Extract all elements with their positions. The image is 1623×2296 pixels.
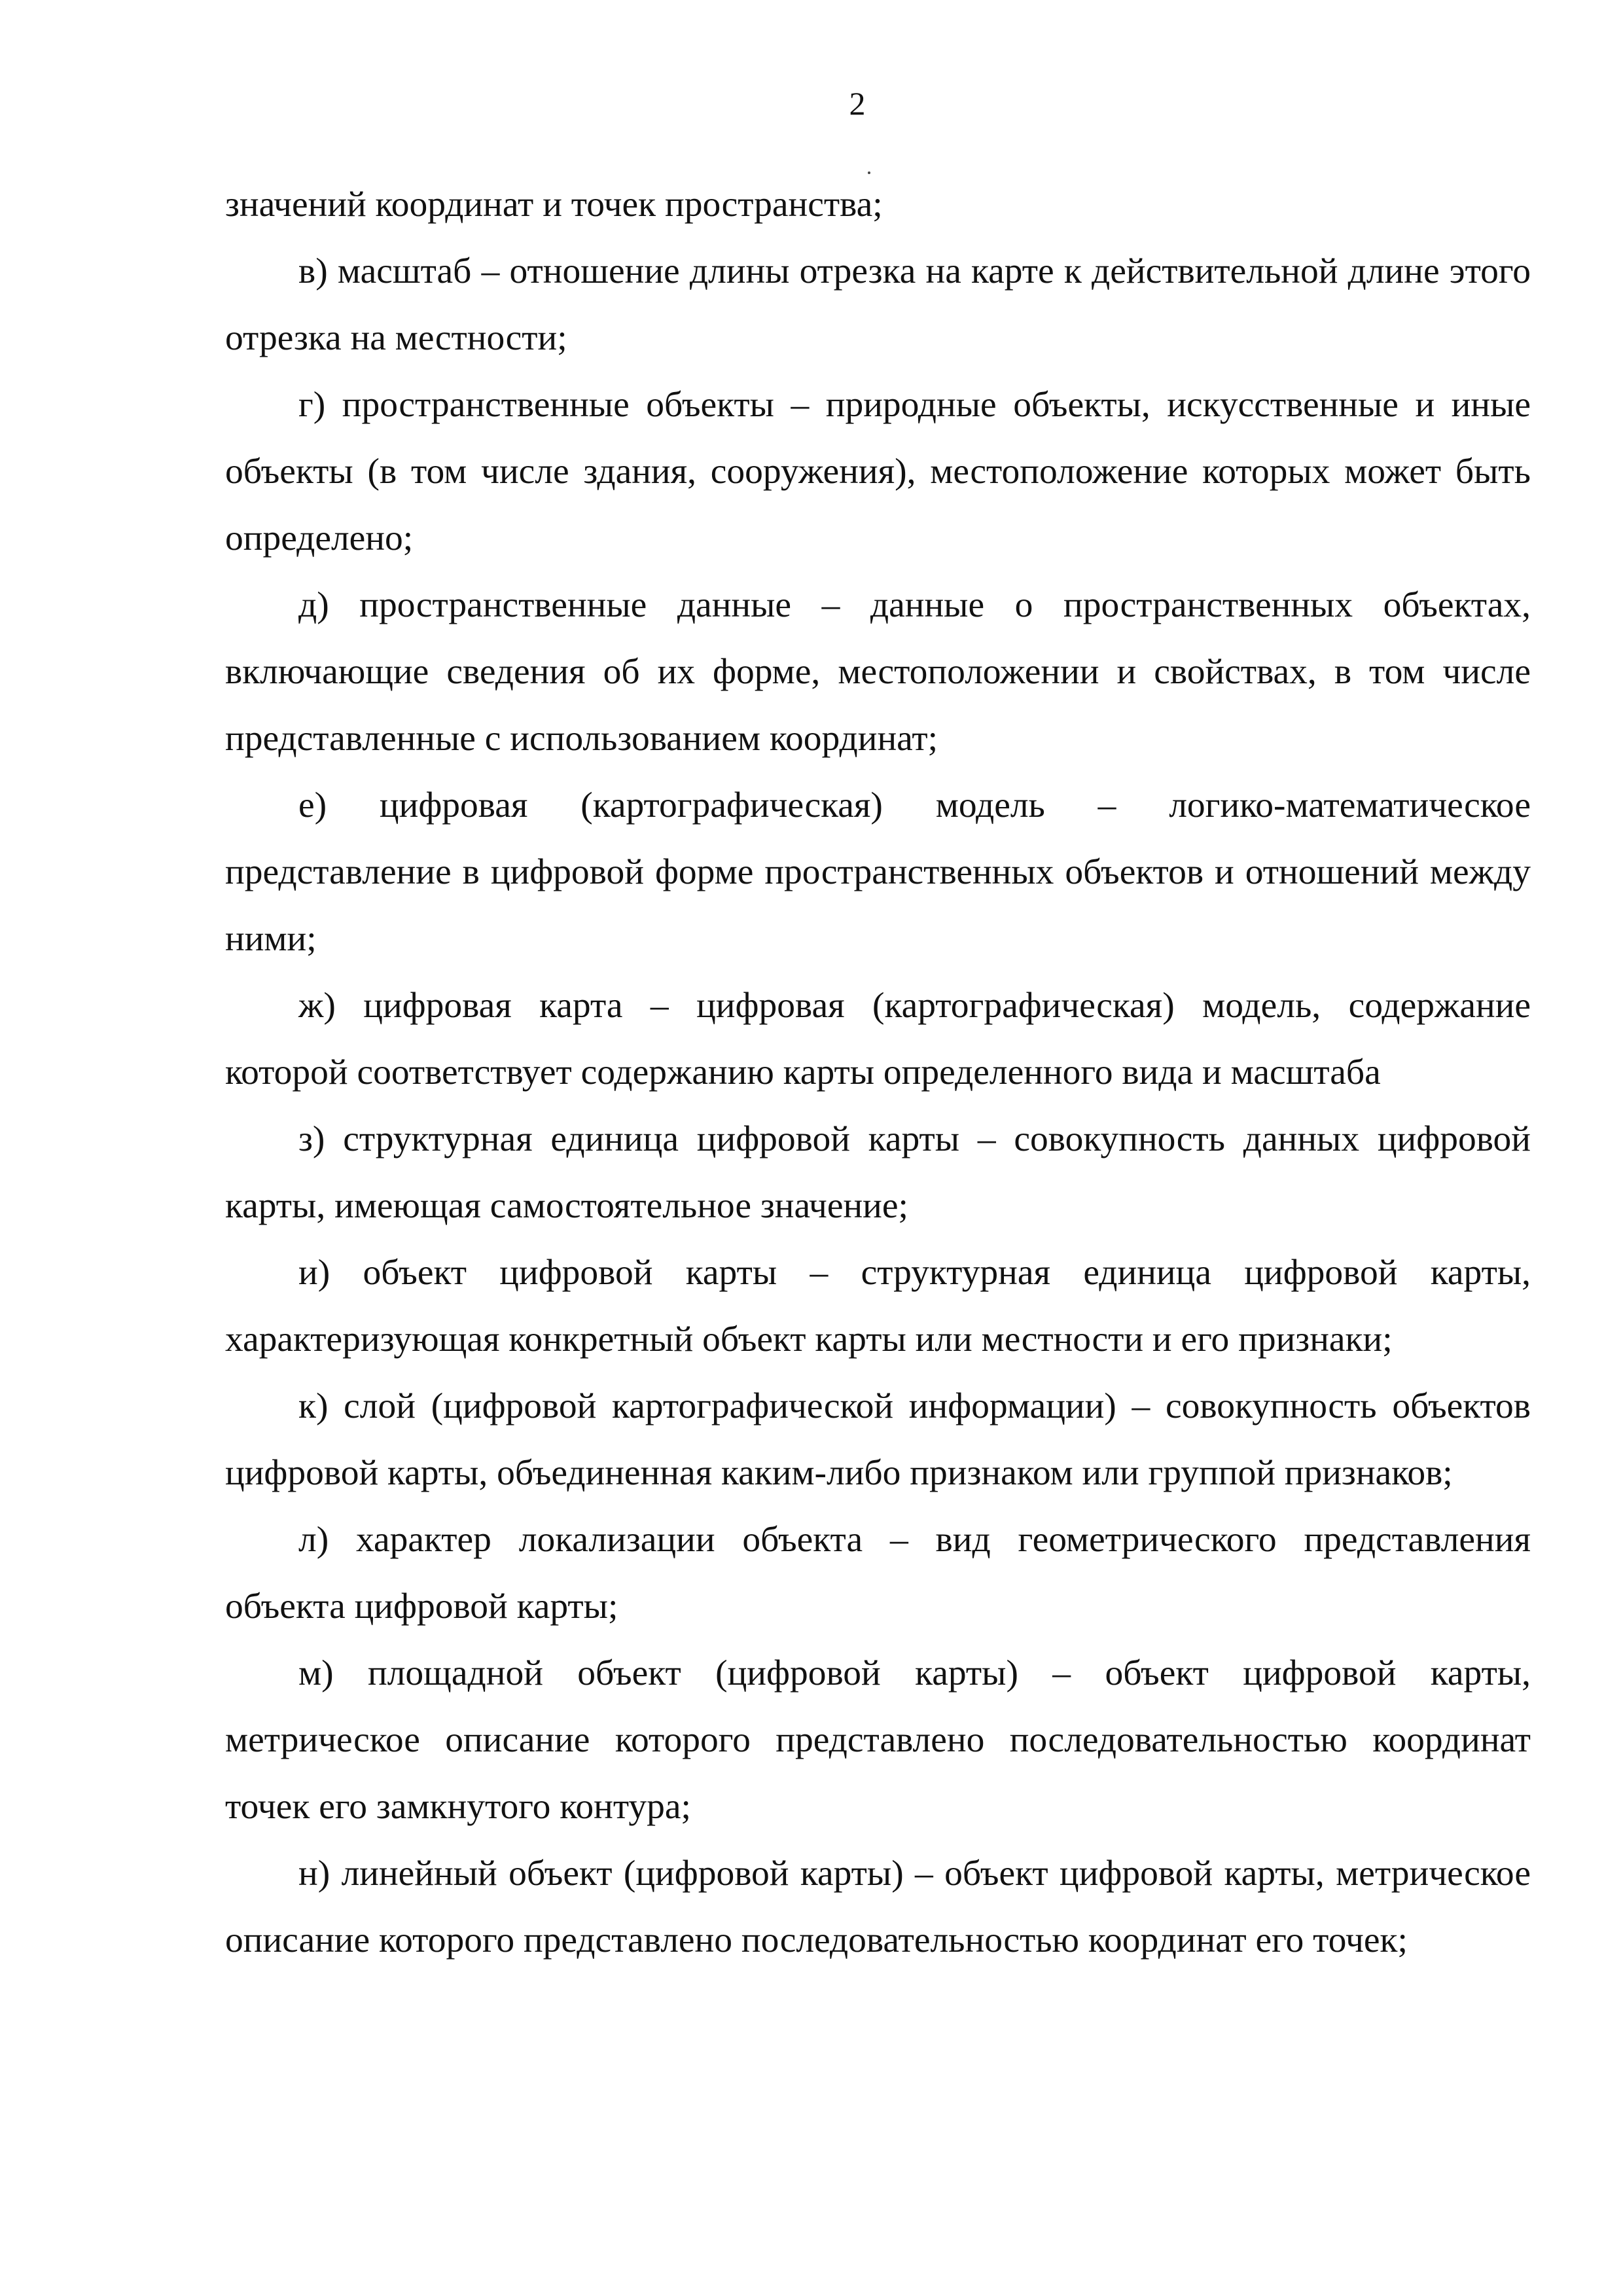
definition-paragraph: н) линейный объект (цифровой карты) – объект цифровой карты, метрическое описание которого представлено последовательностью координат его точек; [225, 1854, 1531, 1960]
definition-paragraph: е) цифровая (картографическая) модель – логико-математическое представление в цифровой форме пространственных объектов и отношений между ними; [225, 785, 1531, 959]
definition-paragraph: и) объект цифровой карты – структурная единица цифровой карты, характеризующая конкретный объект карты или местности и его признаки; [225, 1253, 1531, 1359]
definition-paragraph: з) структурная единица цифровой карты – совокупность данных цифровой карты, имеющая самостоятельное значение; [225, 1119, 1531, 1226]
definition-paragraph: д) пространственные данные – данные о пространственных объектах, включающие сведения об их форме, местоположении и свойствах, в том числе представленные с использованием координат; [225, 585, 1531, 759]
document-body [225, 171, 1531, 1974]
definition-paragraph: в) масштаб – отношение длины отрезка на карте к действительной длине этого отрезка на местности; [225, 251, 1531, 358]
definition-paragraph: л) характер локализации объекта – вид геометрического представления объекта цифровой карты; [225, 1520, 1531, 1626]
page-number: 2 [849, 85, 866, 122]
definition-paragraph: м) площадной объект (цифровой карты) – объект цифровой карты, метрическое описание которого представлено последовательностью координат точек его замкнутого контура; [225, 1653, 1531, 1827]
definition-paragraph: к) слой (цифровой картографической информации) – совокупность объектов цифровой карты, объединенная каким-либо признаком или группой признаков; [225, 1386, 1531, 1493]
definition-paragraph: ж) цифровая карта – цифровая (картографическая) модель, содержание которой соответствует содержанию карты определенного вида и масштаба [225, 986, 1531, 1092]
definition-paragraph: г) пространственные объекты – природные объекты, искусственные и иные объекты (в том числе здания, сооружения), местоположение которых может быть определено; [225, 385, 1531, 558]
continuation-text: значений координат и точек пространства; [225, 185, 883, 224]
